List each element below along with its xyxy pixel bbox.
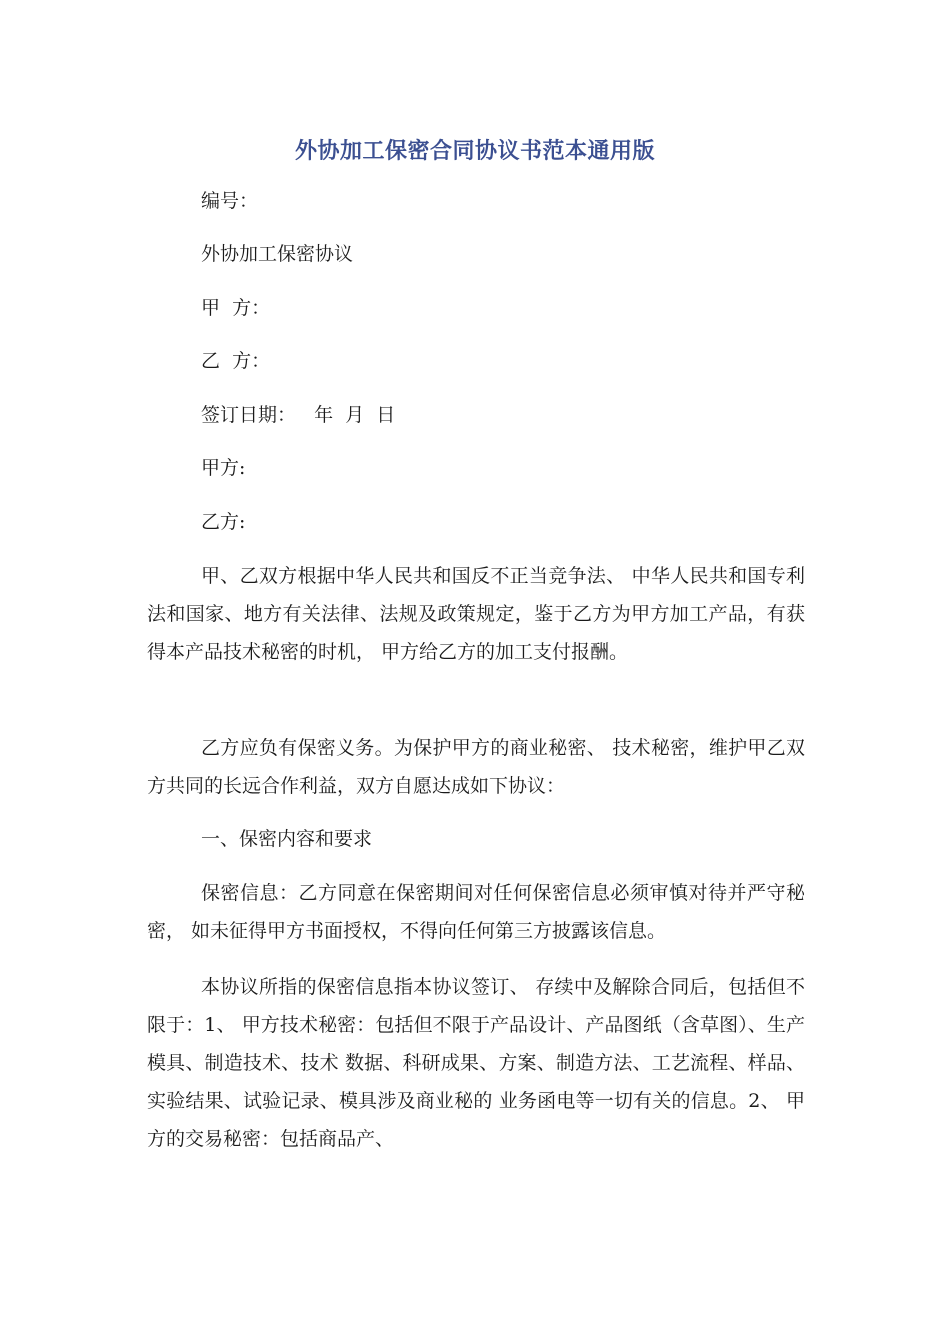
document-title: 外协加工保密合同协议书范本通用版 xyxy=(294,139,655,164)
number-field: 编号： xyxy=(201,190,259,212)
party-b-field: 乙 方： xyxy=(201,350,271,372)
sign-date-field: 签订日期： 年 月 日 xyxy=(201,404,396,426)
paragraph-confidential-scope: 本协议所指的保密信息指本协议签订、 存续中及解除合同后，包括但不限于：1、 甲方技术秘密：包括但不限于产品设计、产品图纸（含草图）、生产模具、制造技术、技术 数据、科研成果、方案、制造方法、工艺流程、样品、实验结果、试验记录、模具涉及商业秘的 业务函电等一切有关的信息。2、 甲方的交易秘密：包括商品产、 xyxy=(147,976,805,1150)
paragraph-legal-basis: 甲、乙双方根据中华人民共和国反不正当竞争法、 中华人民共和国专利法和国家、地方有关法律、法规及政策规定，鉴于乙方为甲方加工产品，有获得本产品技术秘密的时机， 甲方给乙方的加工支付报酬。 xyxy=(147,565,805,663)
agreement-name: 外协加工保密协议 xyxy=(201,243,354,265)
party-a-field: 甲 方： xyxy=(201,297,271,319)
paragraph-confidential-info: 保密信息：乙方同意在保密期间对任何保密信息必须审慎对待并严守秘密， 如未征得甲方书面授权，不得向任何第三方披露该信息。 xyxy=(147,882,805,942)
section-heading-1: 一、保密内容和要求 xyxy=(201,828,373,850)
party-b-short-field: 乙方: xyxy=(201,511,246,533)
party-a-short-field: 甲方: xyxy=(201,457,246,479)
paragraph-obligation: 乙方应负有保密义务。为保护甲方的商业秘密、 技术秘密，维护甲乙双方共同的长远合作利益，双方自愿达成如下协议： xyxy=(147,737,805,797)
